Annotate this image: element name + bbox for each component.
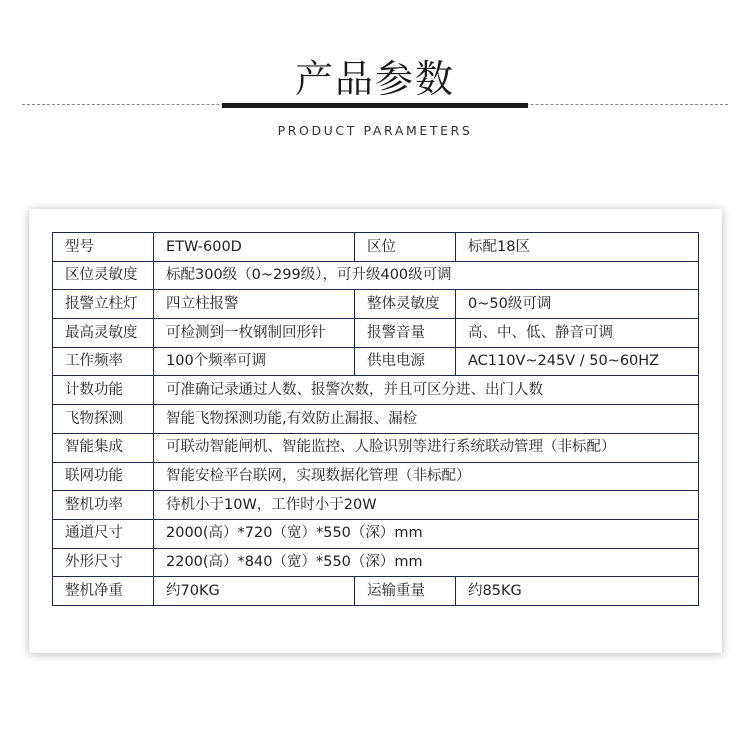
- param-value: 待机小于10W，工作时小于20W: [154, 491, 699, 520]
- param-label: 计数功能: [53, 376, 154, 405]
- table-row: [53, 433, 699, 462]
- param-value: 高、中、低、静音可调: [456, 319, 699, 348]
- table-row: [53, 261, 699, 290]
- param-label: 区位灵敏度: [53, 261, 154, 290]
- param-value: 可联动智能闸机、智能监控、人脸识别等进行系统联动管理（非标配）: [154, 433, 699, 462]
- table-row: [53, 548, 699, 577]
- page-subtitle: PRODUCT PARAMETERS: [277, 123, 473, 138]
- param-label: 飞物探测: [53, 405, 154, 434]
- param-value: 约70KG: [154, 577, 355, 606]
- param-value: 智能安检平台联网，实现数据化管理（非标配）: [154, 462, 699, 491]
- param-label: 报警立柱灯: [53, 290, 154, 319]
- param-label: 整体灵敏度: [355, 290, 456, 319]
- table-row: [53, 405, 699, 434]
- param-label: 工作频率: [53, 347, 154, 376]
- param-value: 可检测到一枚钢制回形针: [154, 319, 355, 348]
- table-row: [53, 233, 699, 262]
- param-label: 运输重量: [355, 577, 456, 606]
- param-value: 标配18区: [456, 233, 699, 262]
- table-row: [53, 376, 699, 405]
- table-row: [53, 577, 699, 606]
- param-label: 区位: [355, 233, 456, 262]
- param-value: 可准确记录通过人数、报警次数，并且可区分进、出门人数: [154, 376, 699, 405]
- param-value: 智能飞物探测功能,有效防止漏报、漏检: [154, 405, 699, 434]
- param-value: AC110V~245V / 50~60HZ: [456, 347, 699, 376]
- table-row: [53, 290, 699, 319]
- header-accent-bar: [222, 103, 528, 108]
- param-label: 通道尺寸: [53, 519, 154, 548]
- param-value: 四立柱报警: [154, 290, 355, 319]
- param-label: 外形尺寸: [53, 548, 154, 577]
- param-label: 报警音量: [355, 319, 456, 348]
- page-title: 产品参数: [294, 57, 455, 101]
- param-label: 整机功率: [53, 491, 154, 520]
- param-value: ETW-600D: [154, 233, 355, 262]
- table-row: [53, 462, 699, 491]
- param-label: 最高灵敏度: [53, 319, 154, 348]
- param-label: 供电电源: [355, 347, 456, 376]
- param-label: 型号: [53, 233, 154, 262]
- table-row: [53, 347, 699, 376]
- param-value: 约85KG: [456, 577, 699, 606]
- param-value: 2000(高）*720（宽）*550（深）mm: [154, 519, 699, 548]
- param-label: 智能集成: [53, 433, 154, 462]
- params-table: [52, 232, 699, 606]
- param-label: 整机净重: [53, 577, 154, 606]
- param-value: 2200(高）*840（宽）*550（深）mm: [154, 548, 699, 577]
- table-row: [53, 319, 699, 348]
- param-label: 联网功能: [53, 462, 154, 491]
- param-value: 0~50级可调: [456, 290, 699, 319]
- table-row: [53, 491, 699, 520]
- param-value: 标配300级（0~299级），可升级400级可调: [154, 261, 699, 290]
- param-value: 100个频率可调: [154, 347, 355, 376]
- table-row: [53, 519, 699, 548]
